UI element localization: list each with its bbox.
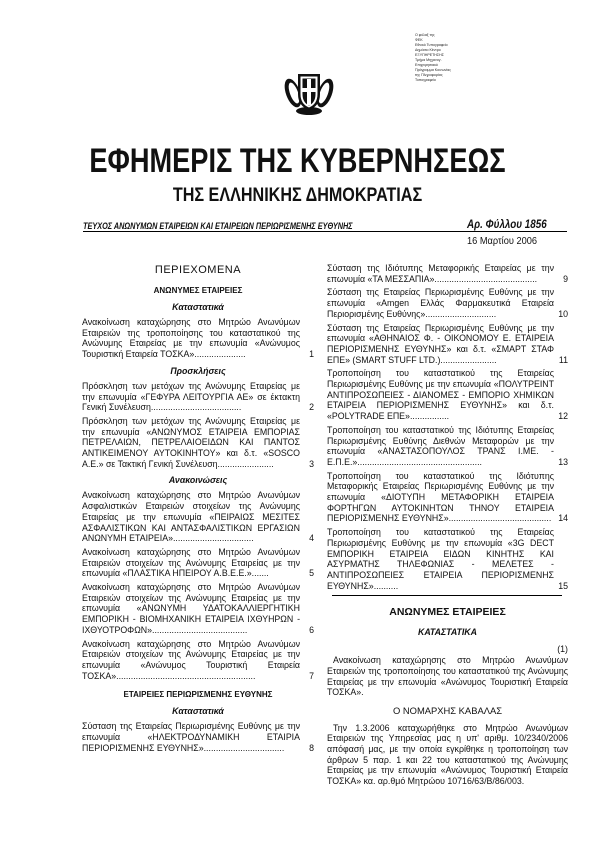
toc-entry-text: Τροποποίηση του καταστατικού της Ιδιότυπης Εταιρείας Περιωρισμένης Ευθύνης Διεθνών Μεταφορών με την επωνυμία «ΑΝΑΣΤΑΣΟΠΟΥΛΟΣ ΤΡΑΝΣ Ι.ΜΕ. - Ε.Π.Ε.»................................................... [327,424,554,467]
toc-entry[interactable] [327,471,568,525]
gazette-subtitle: ΤΗΣ ΕΛΛΗΝΙΚΗΣ ΔΗΜΟΚΡΑΤΙΑΣ [172,185,423,206]
toc-entry-text: Ανακοίνωση καταχώρησης στο Μητρώο Ανωνύμων Εταιρειών στοιχείων της Ανώνυμης Εταιρείας με την επωνυμία «ΑΝΩΝΥΜΗ ΥΔΑΤΟΚΑΛΛΙΕΡΓΗΤΙΚΗ ΕΜΠΟΡΙΚΗ - ΒΙΟΜΗΧΑΝΙΚΗ ΕΤΑΙΡΕΙΑ ΙΧΘΥΗΡΩΝ - ΙΧΘΥΟΤΡΟΦΩΝ»....................................... [82,582,300,635]
toc-page-number: 5 [309,568,314,579]
toc-subheading: Καταστατικά [172,302,224,312]
toc-entry[interactable] [327,368,568,422]
toc-entry-text: Ανακοίνωση καταχώρησης στο Μητρώο Ανωνύμων Εταιρειών της τροποποίησης του καταστατικού της Ανώνυμης Εταιρείας με την επωνυμία «Ανώνυμος Τουριστική Εταιρεία ΤΟΣΚΑ»..................... [82,317,300,360]
toc-entry[interactable] [82,721,314,753]
stamp-line: ΦΕΚ [415,38,423,42]
toc-page-number: 7 [309,670,314,681]
notice-authority: Ο ΝΟΜΑΡΧΗΣ ΚΑΒΑΛΑΣ [392,704,503,716]
toc-entry[interactable] [82,381,314,413]
issue-date: 16 Μαρτίου 2006 [467,235,538,247]
toc-entry-text: Ανακοίνωση καταχώρησης στο Μητρώο Ανωνύμων Εταιρειών στοιχείων της Ανώνυμης Εταιρείας με την επωνυμία «Ανώνυμος Τουριστική Εταιρεία ΤΟΣΚΑ»......................................................... [82,638,300,681]
toc-page-number: 15 [558,580,568,591]
toc-entry-text: Σύσταση της Εταιρείας Περιωρισμένης Ευθύνης με την επωνυμία «Amgen Ελλάς Φαρμακευτικά Εταιρεία Περιορισμένης Ευθύνης»............................. [327,287,554,319]
notice-text: Την 1.3.2006 καταχωρήθηκε στο Μητρώο Ανωνύμων Εταιρειών της Υπηρεσίας μας η υπ' αριθμ. 10/2340/2006 απόφασή μας, με την οποία εγκρίθηκε η τροποποίηση των άρθρων 5 παρ. 1 και 22 του καταστατικού της Ανώνυμης Εταιρείας με την επωνυμία «Ανώνυμος Τουριστική Εταιρεία ΤΟΣΚΑ» κα. αρ.θμό Μητρώου 10716/63/Β/86/003. [327,722,568,787]
toc-page-number: 3 [309,458,314,469]
toc-entry[interactable] [82,582,314,636]
toc-entry-text: Σύσταση της Ιδιότυπης Μεταφορικής Εταιρείας με την επωνυμία «ΤΑ ΜΕΣΣΑΠΙΑ».......................................... [327,263,554,284]
toc-entry-text: Σύσταση της Εταιρείας Περιωρισμένης Ευθύνης με την επωνυμία «ΗΛΕΚΤΡΟΔΥΝΑΜΙΚΗ ΕΤΑΙΡΙΑ ΠΕΡΙΟΡΙΣΜΕΝΗΣ ΕΥΘΥΝΗΣ»................................. [82,721,300,753]
stamp-line: της Πληροφορίας [415,73,443,77]
body-subsection-heading: ΚΑΤΑΣΤΑΤΙΚΑ [418,627,477,638]
stamp-line: Δημόσιο Κέντρο [415,48,441,52]
toc-page-number: 10 [558,308,568,319]
stamp-line: Ο φύλαξ της [415,33,435,37]
toc-entry-text: Σύσταση της Εταιρείας Περιωρισμένης Ευθύνης με την επωνυμία «ΑΘΗΝΑΙΟΣ Φ. - ΟΙΚΟΝΟΜΟΥ Ε. ΕΤΑΙΡΕΙΑ ΠΕΡΙΟΡΙΣΜΕΝΗΣ ΕΥΘΥΝΗΣ» και δ.τ. «ΣΜΑΡΤ ΣΤΑΦ ΕΠΕ» (SMART STUFF LTD.)....................... [327,322,554,365]
toc-entry[interactable] [327,527,568,591]
toc-right-column [327,263,568,787]
sheet-number: Αρ. Φύλλου 1856 [467,217,547,231]
toc-entry[interactable] [327,425,568,468]
stamp-line: Τμήμα Μηχανογ. [415,58,442,62]
toc-entry-text: Ανακοίνωση καταχώρησης στο Μητρώο Ανωνύμων Ασφαλιστικών Εταιρειών στοιχείων της Ανώνυμης Εταιρείας με την επωνυμία «ΠΕΙΡΑΙΩΣ ΜΕΣΙΤΕΣ ΑΣΦΑΛΙΣΤΙΚΩΝ ΚΑΙ ΑΝΤΑΣΦΑΛΙΣΤΙΚΩΝ ΕΡΓΑΣΙΩΝ ΑΝΩΝΥΜΗ ΕΤΑΙΡΕΙΑ»................................. [82,490,300,544]
toc-entry-text: Τροποποίηση του καταστατικού της Εταιρείας Περιωρισμένης Ευθύνης με την επωνυμία «ΠΟΛΥΤΡΕΙΝΤ ΑΝΤΙΠΡΟΣΩΠΕΙΕΣ - ΔΙΑΝΟΜΕΣ - ΕΜΠΟΡΙΟ ΧΗΜΙΚΩΝ ΕΤΑΙΡΕΙΑ ΠΕΡΙΟΡΙΣΜΕΝΗΣ ΕΥΘΥΝΗΣ» και δ.τ. «POLYTRADE ΕΠΕ»................ [327,368,554,422]
header-rule [83,231,567,232]
toc-page-number: 12 [558,411,568,422]
toc-end-rule [332,595,562,596]
toc-entry-text: Ανακοίνωση καταχώρησης στο Μητρώο Ανωνύμων Εταιρειών στοιχείων της Ανώνυμης Εταιρείας με την επωνυμία «ΠΛΑΣΤΙΚΑ ΗΠΕΙΡΟΥ Α.Β.Ε.Ε.»....... [82,546,300,579]
stamp-line: Πρόγραμμα Κοινωνίας [415,68,451,72]
toc-entry-text: Τροποποίηση του καταστατικού της Ιδιότυπης Μεταφορικής Εταιρείας Περιωρισμένης Ευθύνης με την επωνυμία «ΔΙΟΤΥΠΗ ΜΕΤΑΦΟΡΙΚΗ ΕΤΑΙΡΕΙΑ ΦΟΡΤΗΓΩΝ ΑΥΤΟΚΙΝΗΤΩΝ ΤΗΝΟΥ ΕΤΑΙΡΕΙΑ ΠΕΡΙΟΡΙΣΜΕΝΗΣ ΕΥΘΥΝΗΣ».......................................... [327,470,554,524]
toc-page-number: 6 [309,624,314,635]
toc-entry[interactable] [82,547,314,579]
stamp-line: Τυπογραφείο [415,78,436,82]
toc-page-number: 8 [309,742,314,753]
toc-subheading: Προσκλήσεις [170,365,226,376]
toc-entry[interactable] [82,639,314,682]
toc-heading: ΠΕΡΙΕΧΟΜΕΝΑ [154,264,242,276]
toc-page-number: 13 [558,456,568,467]
toc-entry-text: Πρόσκληση των μετόχων της Ανώνυμης Εταιρείας με την επωνυμία «ΑΝΩΝΥΜΟΣ ΕΤΑΙΡΕΙΑ ΕΜΠΟΡΙΑΣ ΠΕΤΡΕΛΑΙΩΝ, ΠΕΤΡΕΛΑΙΟΕΙΔΩΝ ΚΑΙ ΠΑΝΤΟΣ ΑΝΤΙΚΕΙΜΕΝΟΥ ΑΥΤΟΚΙΝΗΤΟΥ» και δ.τ. «SOSCO Α.Ε.» σε Τακτική Γενική Συνέλευση....................... [82,415,300,469]
toc-page-number: 1 [309,349,314,360]
toc-page-number: 2 [309,402,314,413]
toc-page-number: 4 [309,533,314,544]
toc-subheading: Καταστατικά [172,706,224,717]
toc-entry-text: Πρόσκληση των μετόχων της Ανώνυμης Εταιρείας με την επωνυμία «ΓΕΦΥΡΑ ΛΕΙΤΟΥΡΓΙΑ ΑΕ» σε έκτακτη Γενική Συνέλευση..................................... [82,380,300,413]
stamp-line: Εθνικό Τυπογραφείο [415,43,448,47]
greek-coat-of-arms-icon [284,64,334,116]
toc-entry[interactable] [82,490,314,544]
stamp-line: ΕΞΥΠΗΡΕΤΗΣΗΣ [415,53,444,57]
toc-section-heading: ΑΝΩΝΥΜΕΣ ΕΤΑΙΡΕΙΕΣ [153,286,243,295]
notice-intro: Ανακοίνωση καταχώρησης στο Μητρώο Ανωνύμων Εταιρειών της τροποποίησης του καταστατικού της Ανώνυμης Εταιρείας με την επωνυμία «Ανώνυμος Τουριστική Εταιρεία ΤΟΣΚΑ». [327,655,568,698]
toc-page-number: 9 [563,273,568,284]
gazette-title: ΕΦΗΜΕΡΙΣ ΤΗΣ ΚΥΒΕΡΝΗΣΕΩΣ [89,142,506,180]
body-section-heading: ΑΝΩΝΥΜΕΣ ΕΤΑΙΡΕΙΕΣ [389,606,506,619]
toc-subheading: Ανακοινώσεις [168,475,228,486]
publisher-stamp [415,33,475,83]
toc-entry[interactable] [82,416,314,470]
toc-entry-text: Τροποποίηση του καταστατικού της Εταιρείας Περιωρισμένης Ευθύνης με την επωνυμία «3G DECT ΕΜΠΟΡΙΚΗ ΕΤΑΙΡΕΙΑ ΕΙΔΩΝ ΚΙΝΗΤΗΣ ΚΑΙ ΑΣΥΡΜΑΤΗΣ ΤΗΛΕΦΩΝΙΑΣ - ΜΕΛΕΤΕΣ - ΑΝΤΙΠΡΟΣΩΠΕΙΕΣ ΕΤΑΙΡΕΙΑ ΠΕΡΙΟΡΙΣΜΕΝΗΣ ΕΥΘΥΝΗΣ».......... [327,527,554,591]
toc-entry[interactable] [82,317,314,360]
toc-page-number: 11 [558,354,568,365]
toc-section-heading: ΕΤΑΙΡΕΙΕΣ ΠΕΡΙΩΡΙΣΜΕΝΗΣ ΕΥΘΥΝΗΣ [123,690,273,700]
toc-entry[interactable] [327,323,568,366]
issue-type: ΤΕΥΧΟΣ ΑΝΩΝΥΜΩΝ ΕΤΑΙΡΕΙΩΝ ΚΑΙ ΕΤΑΙΡΕΙΩΝ ΠΕΡΙΩΡΙΣΜΕΝΗΣ ΕΥΘΥΝΗΣ [83,220,353,231]
toc-entry[interactable] [327,287,568,319]
toc-left-column [82,263,314,757]
toc-page-number: 14 [558,513,568,524]
notice-number: (1) [557,644,568,655]
toc-entry[interactable] [327,263,568,284]
stamp-line: Επιχειρησιακό [415,63,438,67]
